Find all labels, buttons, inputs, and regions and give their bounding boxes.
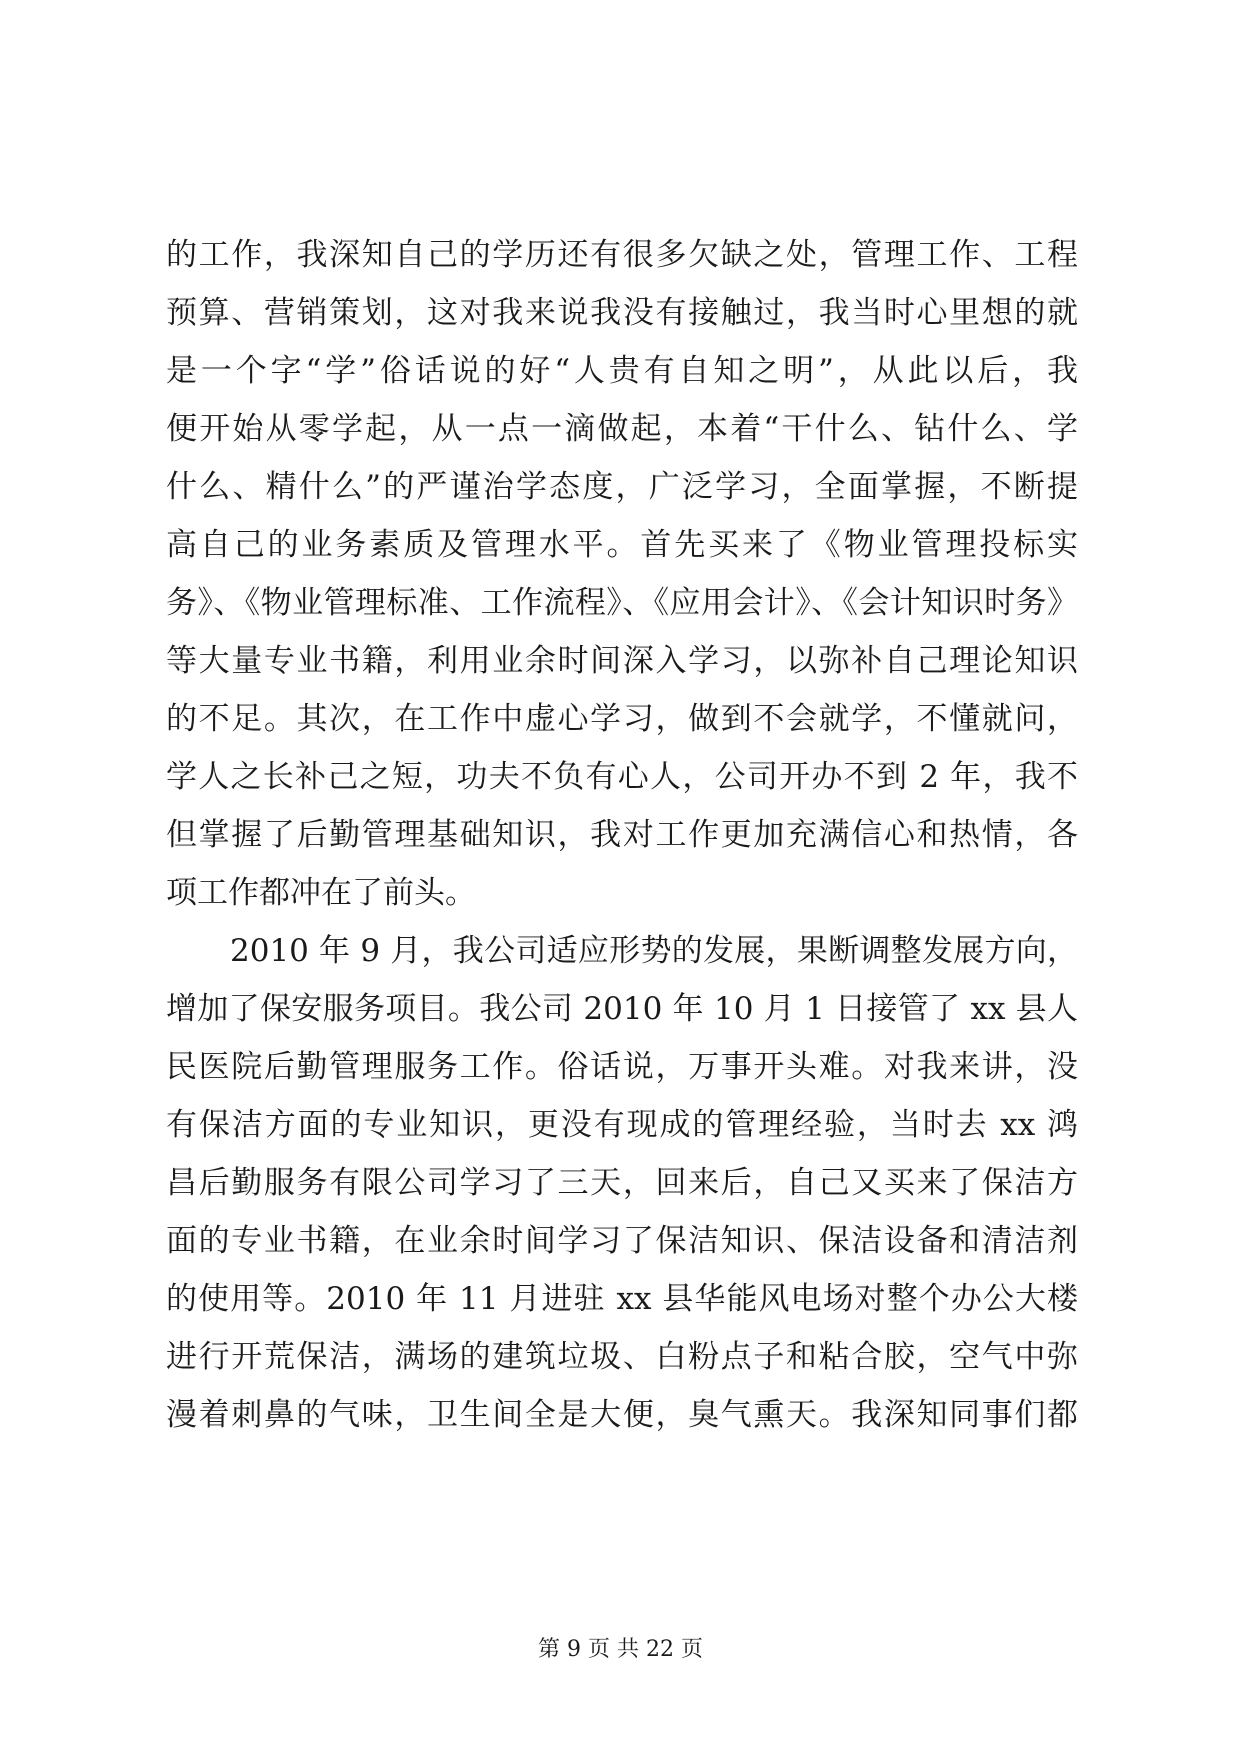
text-line: 进行开荒保洁，满场的建筑垃圾、白粉点子和粘合胶，空气中弥	[166, 1339, 1078, 1375]
paragraph-1	[166, 226, 1078, 922]
text-line: 务》、《物业管理标准、工作流程》、《应用会计》、《会计知识时务》	[166, 585, 1078, 621]
text-line: 等大量专业书籍，利用业余时间深入学习，以弥补自己理论知识	[166, 643, 1078, 679]
text-line: 高自己的业务素质及管理水平。首先买来了《物业管理投标实	[166, 527, 1078, 563]
text-line: 但掌握了后勤管理基础知识，我对工作更加充满信心和热情，各	[166, 817, 1078, 853]
text-line: 面的专业书籍，在业余时间学习了保洁知识、保洁设备和清洁剂	[166, 1223, 1078, 1259]
paragraph-2	[166, 922, 1078, 1444]
page-footer	[0, 1635, 1241, 1665]
text-line: 的使用等。2010 年 11 月进驻 xx 县华能风电场对整个办公大楼	[166, 1281, 1078, 1317]
text-line: 增加了保安服务项目。我公司 2010 年 10 月 1 日接管了 xx 县人	[166, 991, 1078, 1027]
text-line: 2010 年 9 月，我公司适应形势的发展，果断调整发展方向，	[230, 933, 1078, 969]
text-line: 的工作，我深知自己的学历还有很多欠缺之处，管理工作、工程	[166, 237, 1078, 273]
text-line: 便开始从零学起，从一点一滴做起，本着“干什么、钻什么、学	[166, 411, 1078, 447]
text-line: 预算、营销策划，这对我来说我没有接触过，我当时心里想的就	[166, 295, 1078, 331]
text-line: 民医院后勤管理服务工作。俗话说，万事开头难。对我来讲，没	[166, 1049, 1078, 1085]
text-line: 的不足。其次，在工作中虚心学习，做到不会就学，不懂就问，	[166, 701, 1078, 737]
text-line: 什么、精什么”的严谨治学态度，广泛学习，全面掌握，不断提	[166, 469, 1078, 505]
page-number: 第 9 页 共 22 页	[538, 1637, 703, 1662]
text-line: 昌后勤服务有限公司学习了三天，回来后，自己又买来了保洁方	[166, 1165, 1078, 1201]
text-line: 是一个字“学”俗话说的好“人贵有自知之明”，从此以后，我	[166, 353, 1078, 389]
text-line: 项工作都冲在了前头。	[166, 875, 476, 911]
text-line: 漫着刺鼻的气味，卫生间全是大便，臭气熏天。我深知同事们都	[166, 1397, 1078, 1433]
text-line: 有保洁方面的专业知识，更没有现成的管理经验，当时去 xx 鸿	[166, 1107, 1078, 1143]
text-line: 学人之长补己之短，功夫不负有心人，公司开办不到 2 年，我不	[166, 759, 1078, 795]
body-text	[166, 226, 1078, 1444]
